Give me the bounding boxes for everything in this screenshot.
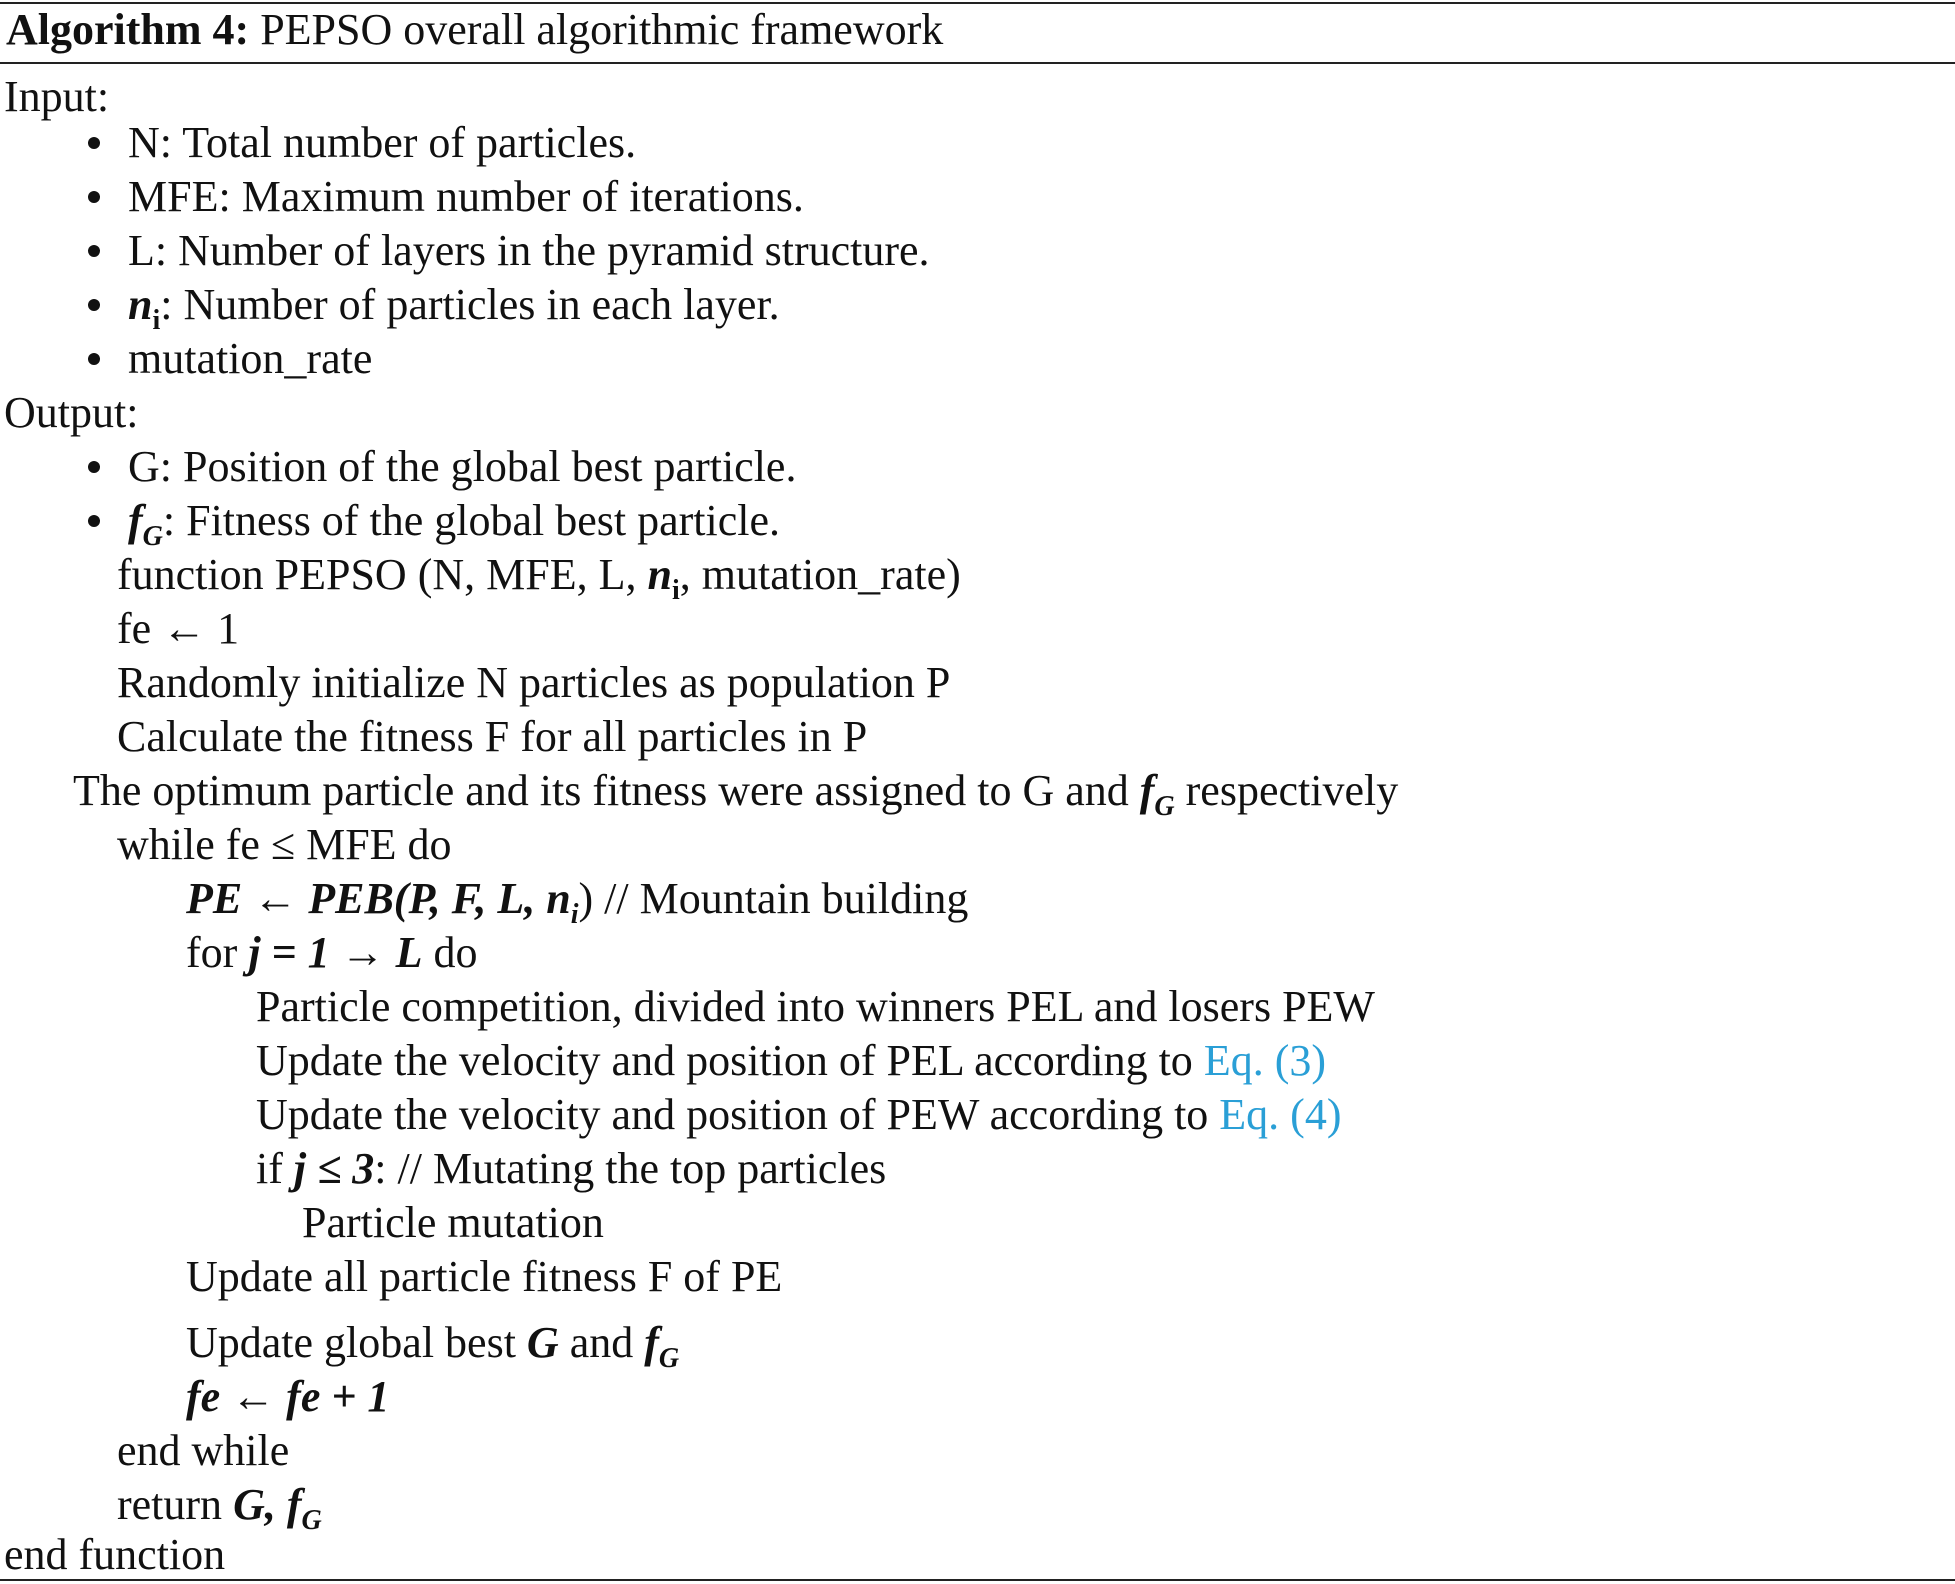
input-item-mutation-rate: mutation_rate [88, 332, 372, 386]
input-item-mfe: MFE: Maximum number of iterations. [88, 170, 804, 224]
function-signature: function PEPSO (N, MFE, L, $n_i$, mutation_rate) [117, 550, 961, 606]
caption-rule [0, 62, 1955, 64]
eq4-link[interactable]: Eq. (4) [1219, 1090, 1342, 1139]
end-function: end function [4, 1530, 226, 1579]
particle-competition: Particle competition, divided into winners PEL and losers PEW [256, 982, 1375, 1031]
for-loop: for j = 1 → L do [186, 928, 478, 977]
assign-best: The optimum particle and its fitness were assigned to G and $f_G$ respectively [73, 766, 1399, 822]
bottom-rule [0, 1579, 1955, 1581]
if-mutate: if j ≤ 3: // Mutating the top particles [256, 1144, 887, 1193]
update-fitness: Update all particle fitness F of PE [186, 1252, 783, 1301]
input-heading: Input: [4, 72, 110, 121]
update-global-best: Update global best G and $f_G$ [186, 1318, 680, 1374]
fe-init: fe ← 1 [117, 604, 240, 653]
algorithm-title: PEPSO overall algorithmic framework [260, 5, 944, 54]
algorithm-caption [6, 3, 943, 57]
fe-increment: fe ← fe + 1 [186, 1372, 390, 1421]
while-loop: while fe ≤ MFE do [117, 820, 452, 869]
update-pel: Update the velocity and position of PEL according to Eq. (3) [256, 1036, 1326, 1085]
end-while: end while [117, 1426, 290, 1475]
input-item-n: N: Total number of particles. [88, 116, 636, 170]
calc-fitness: Calculate the fitness F for all particles in P [117, 712, 868, 761]
init-population: Randomly initialize N particles as population P [117, 658, 951, 707]
input-item-ni: $n_i$: Number of particles in each layer. [88, 278, 780, 332]
eq3-link[interactable]: Eq. (3) [1203, 1036, 1326, 1085]
return-statement: return G, $f_G$ [117, 1480, 322, 1536]
output-item-fg: $f_G$: Fitness of the global best particle. [88, 494, 780, 548]
update-pew: Update the velocity and position of PEW according to Eq. (4) [256, 1090, 1342, 1139]
particle-mutation: Particle mutation [302, 1198, 604, 1247]
output-item-g: G: Position of the global best particle. [88, 440, 796, 494]
mountain-building: PE ← PEB(P, F, L, $n_i$) // Mountain building [186, 874, 969, 930]
output-heading: Output: [4, 388, 139, 437]
input-item-l: L: Number of layers in the pyramid structure. [88, 224, 930, 278]
algorithm-label: Algorithm 4: [6, 5, 250, 54]
